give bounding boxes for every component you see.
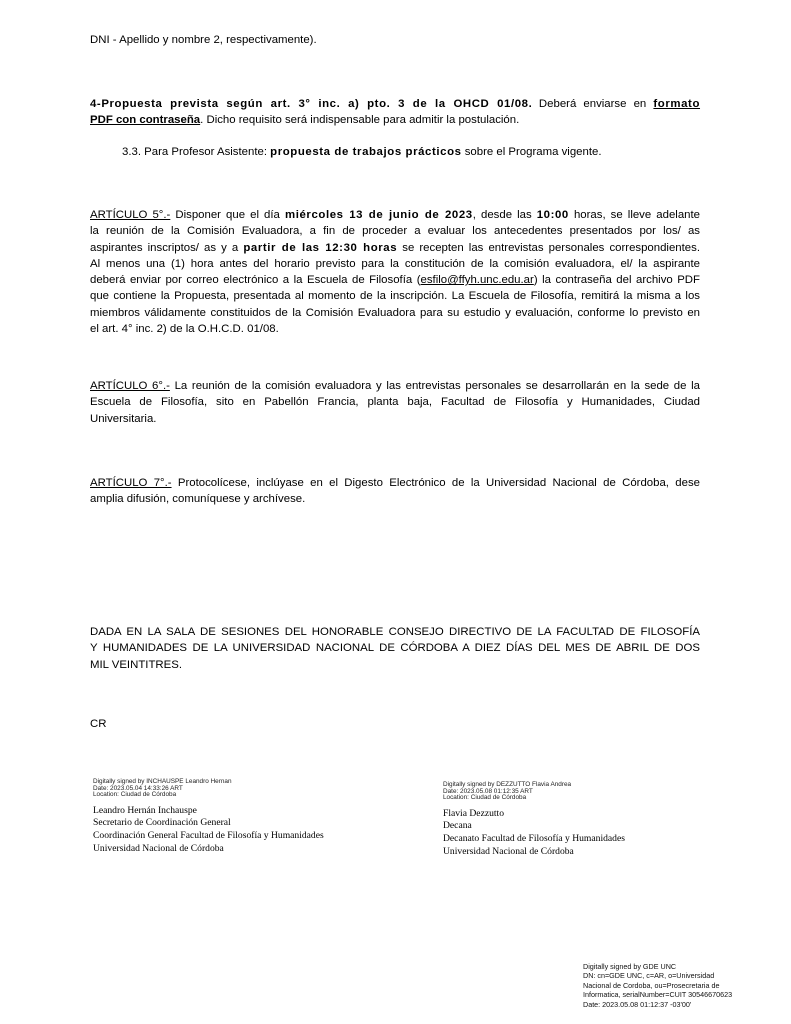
email-link[interactable]: esfilo@ffyh.unc.edu.ar (420, 274, 534, 287)
continuation-line: DNI - Apellido y nombre 2, respectivamente). (90, 34, 317, 46)
signature-right-meta: Digitally signed by DEZZUTTO Flavia Andrea (443, 781, 572, 788)
article-5: ARTÍCULO 5°.- Disponer que el día miércoles 13 de junio de 2023, desde las 10:00 horas, se lleve adelante la reunión de la Comisión Evaluadora, a fin de proceder a evaluar los antecedentes presentados por los/ as aspirantes inscriptos/ as y a partir de las 12:30 horas se recepten las entrevistas personales correspondientes. Al menos una (1) hora antes del horario previsto para la constitución de la comisión evaluadora, el/ la aspirante deberá enviar por correo electrónico a la Escuela de Filosofía (esfilo@ffyh.unc.edu.ar) la contraseña del archivo PDF que contiene la Propuesta, presentada al momento de la inscripción. La Escuela de Filosofía, remitirá la misma a los miembros válidamente constituidos de la Comisión Evaluadora para su estudio y evaluación, conforme lo previsto en el art. 4° inc. 2) de la O.H.C.D. 01/08. (90, 209, 700, 336)
signer-name-left: Leandro Hernán Inchauspe (93, 804, 197, 816)
closing-statement: DADA EN LA SALA DE SESIONES DEL HONORABLE CONSEJO DIRECTIVO DE LA FACULTAD DE FILOSOFÍA Y HUMANIDADES DE LA UNIVERSIDAD NACIONAL DE CÓRDOBA A DIEZ DÍAS DEL MES DE ABRIL DE DOS MIL VEINTITRES. (90, 626, 700, 671)
format-emphasis: formato (653, 98, 701, 110)
item-4-paragraph: 4-Propuesta prevista según art. 3° inc. a) pto. 3 de la OHCD 01/08. Deberá enviarse en formato PDF con contraseña. Dicho requisito será indispensable para admitir la postulación. (90, 98, 701, 127)
practical-work-emphasis: propuesta de trabajos prácticos (270, 146, 462, 158)
initials: CR (90, 718, 107, 730)
article-7: ARTÍCULO 7°.- Protocolícese, inclúyase en el Digesto Electrónico de la Universidad Nacional de Córdoba, dese amplia difusión, comuníquese y archívese. (90, 477, 700, 506)
gde-signature: Digitally signed by GDE UNC DN: cn=GDE UNC, c=AR, o=Universidad Nacional de Cordoba, ou=Prosecretaria de Informatica, serialNumber=CUIT 30546670623 Date: 2023.05.08 01:12:37 -03'00' (583, 962, 733, 1009)
article-6: ARTÍCULO 6°.- La reunión de la comisión evaluadora y las entrevistas personales se desarrollarán en la sede de la Escuela de Filosofía, sito en Pabellón Francia, planta baja, Facultad de Filosofía y Humanidades, Ciudad Universitaria. (90, 380, 701, 425)
item-3-3-line: 3.3. Para Profesor Asistente: propuesta de trabajos prácticos sobre el Programa vigente. (122, 146, 602, 158)
signature-left: Digitally signed by INCHAUSPE Leandro Hernan Date: 2023.05.04 14:33:26 ART Location: Ciudad de Córdoba Leandro Hernán Inchauspe Secretario de Coordinación General Coordinación General Facultad de Filosofía y Humanidades Universidad Nacional de Córdoba (93, 778, 324, 854)
article-5-heading: ARTÍCULO 5°.- (90, 209, 171, 221)
pdf-password-emphasis: PDF con contraseña (90, 114, 201, 127)
article-6-heading: ARTÍCULO 6°.- (90, 380, 170, 392)
item-4-bold-title: 4-Propuesta prevista según art. 3° inc. a) pto. 3 de la OHCD 01/08 (90, 98, 529, 110)
signature-right: Digitally signed by DEZZUTTO Flavia Andrea Date: 2023.05.08 01:12:35 ART Location: Ciudad de Córdoba Flavia Dezzutto Decana Decanato Facultad de Filosofía y Humanidades Universidad Nacional de Córdoba (443, 781, 625, 857)
article-7-heading: ARTÍCULO 7°.- (90, 477, 172, 489)
signer-name-right: Flavia Dezzutto (443, 807, 505, 819)
signature-left-meta: Digitally signed by INCHAUSPE Leandro Hernan (93, 778, 232, 785)
